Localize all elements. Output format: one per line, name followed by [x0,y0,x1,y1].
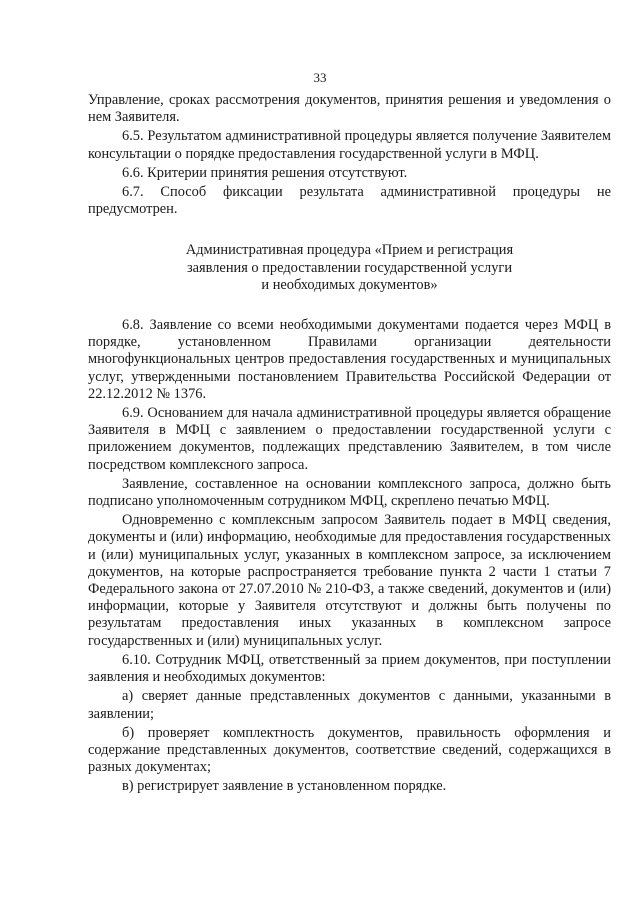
paragraph-complex-request-documents: Одновременно с комплексным запросом Заявитель подает в МФЦ сведения, документы и (или) информацию, необходимые для предоставления государственных и (или) муниципальных услуг, указанных в комплексном запросе, за исключением документов, на которые распространяется требование пункта 2 части 1 статьи 7 Федерального закона от 27.07.2010 № 210-ФЗ, а также сведений, документов и (или) информации, которые у Заявителя отсутствуют и должны быть получены по результатам предоставления иных указанных в комплексном запросе государственных и (или) муниципальных услуг. [88,512,611,649]
section-heading-line: и необходимых документов» [261,276,438,293]
page-number: 33 [313,70,327,85]
section-heading-line: заявления о предоставлении государственной услуги [186,259,513,276]
list-item-v: в) регистрирует заявление в установленном порядке. [122,778,447,795]
paragraph-6-5: 6.5. Результатом административной процедуры является получение Заявителем консультации о порядке предоставления государственной услуги в МФЦ. [88,128,611,162]
section-heading-line: Административная процедура «Прием и регистрация [185,242,514,259]
document-body [88,92,611,796]
paragraph-6-10: 6.10. Сотрудник МФЦ, ответственный за прием документов, при поступлении заявления и необходимых документов: [88,651,611,686]
section-heading [88,242,611,294]
list-item-b: б) проверяет комплектность документов, правильность оформления и содержание представленных документов, соответствие сведений, содержащихся в разных документах; [88,724,611,776]
paragraph-6-7: 6.7. Способ фиксации результата административной процедуры не предусмотрен. [88,184,611,218]
paragraph-complex-request-signature: Заявление, составленное на основании комплексного запроса, должно быть подписано уполномоченным сотрудником МФЦ, скреплено печатью МФЦ. [88,475,611,510]
paragraph-procedure-continuation: Управление, сроках рассмотрения документов, принятия решения и уведомления о нем Заявителя. [88,92,611,126]
paragraph-6-6: 6.6. Критерии принятия решения отсутствуют. [122,164,408,181]
paragraph-6-9: 6.9. Основанием для начала административной процедуры является обращение Заявителя в МФЦ с заявлением о предоставлении государственной услуги с приложением документов, подлежащих представлению Заявителем, в том числе посредством комплексного запроса. [88,405,611,473]
list-item-a: а) сверяет данные представленных документов с данными, указанными в заявлении; [88,688,611,722]
paragraph-6-8: 6.8. Заявление со всеми необходимыми документами подается через МФЦ в порядке, установленном Правилами организации деятельности многофункциональных центров предоставления государственных и муниципальных услуг, утвержденными постановлением Правительства Российской Федерации от 22.12.2012 № 1376. [88,317,611,402]
